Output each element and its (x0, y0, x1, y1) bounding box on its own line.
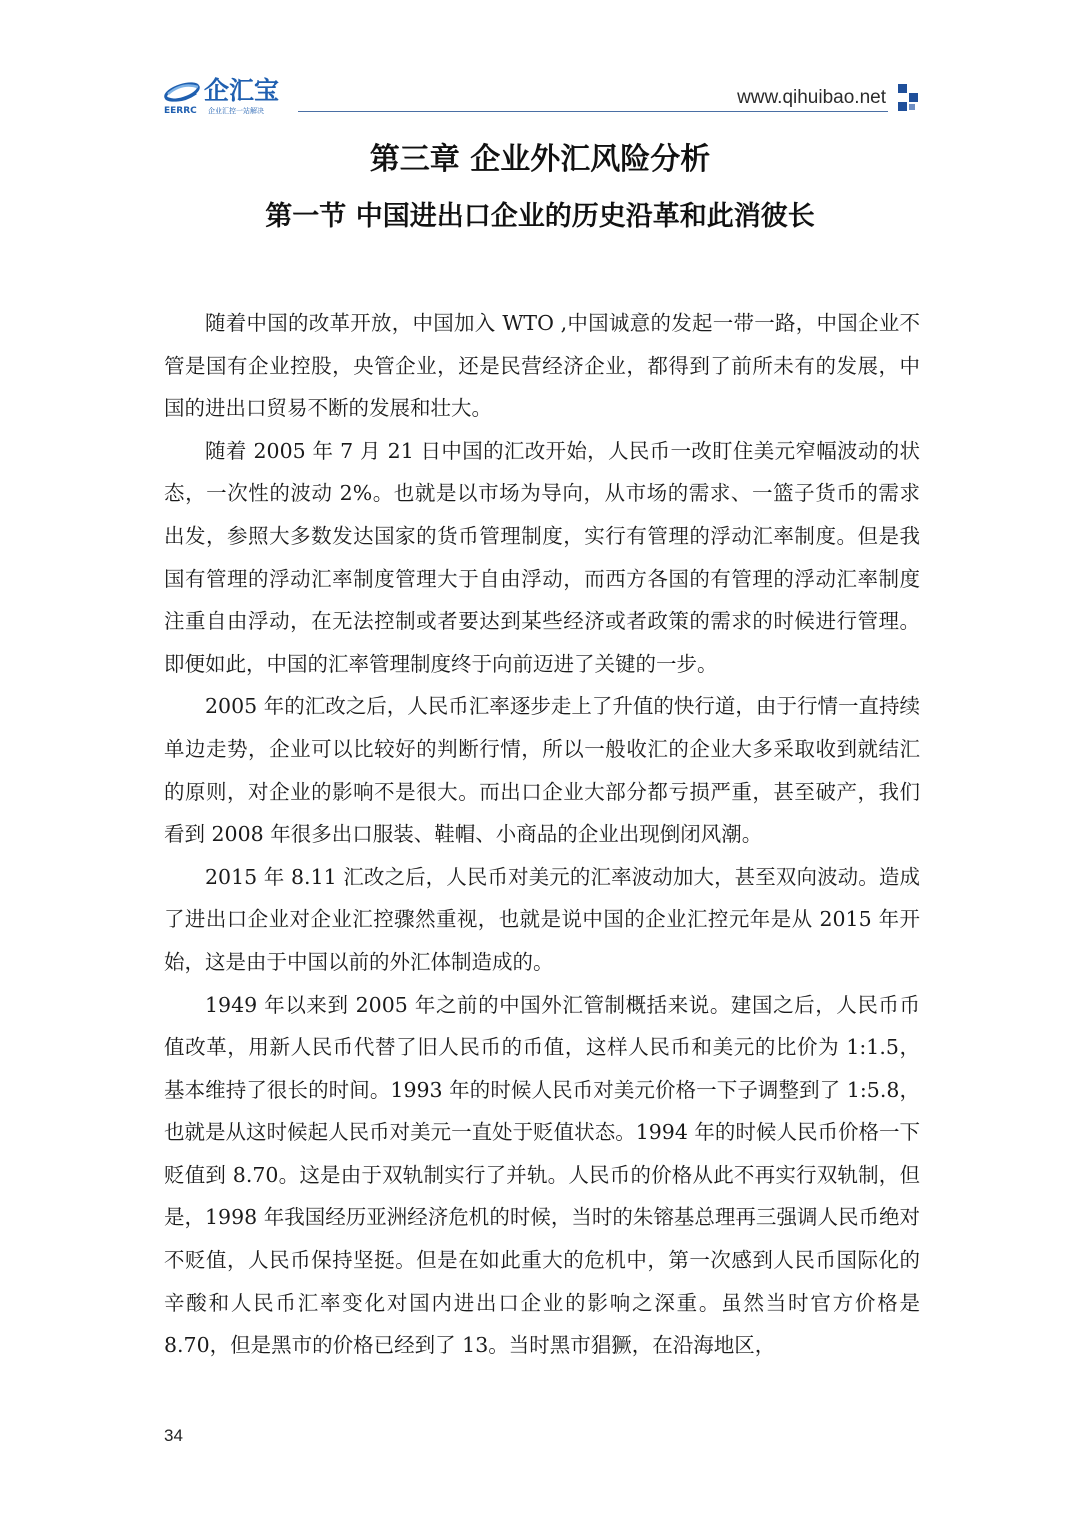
globe-logo-icon (162, 78, 202, 106)
logo-name-cn: 企汇宝 (204, 76, 280, 105)
paragraph: 2015 年 8.11 汇改之后，人民币对美元的汇率波动加大，甚至双向波动。造成了进出口企业对企业汇控骤然重视，也就是说中国的企业汇控元年是从 2015 年开始，这是由于中国以前的外汇体制造成的。 (164, 864, 920, 974)
logo (160, 74, 290, 118)
body-text (164, 302, 920, 1367)
paragraph: 2005 年的汇改之后，人民币汇率逐步走上了升值的快行道，由于行情一直持续单边走势，企业可以比较好的判断行情，所以一般收汇的企业大多采取收到就结汇的原则，对企业的影响不是很大。而出口企业大部分都亏损严重，甚至破产，我们看到 2008 年很多出口服装、鞋帽、小商品的企业出现倒闭风潮。 (164, 694, 920, 847)
paragraph: 随着 2005 年 7 月 21 日中国的汇改开始，人民币一改盯住美元窄幅波动的状态，一次性的波动 2%。也就是以市场为导向，从市场的需求、一篮子货币的需求出发，参照大多数发达国家的货币管理制度，实行有管理的浮动汇率制度。但是我国有管理的浮动汇率制度管理大于自由浮动，而西方各国的有管理的浮动汇率制度注重自由浮动，在无法控制或者要达到某些经济或者政策的需求的时候进行管理。即便如此，中国的汇率管理制度终于向前迈进了关键的一步。 (164, 438, 920, 676)
paragraph: 随着中国的改革开放，中国加入 WTO ,中国诚意的发起一带一路，中国企业不管是国有企业控股，央管企业，还是民营经济企业，都得到了前所未有的发展，中国的进出口贸易不断的发展和壮大。 (164, 311, 920, 421)
paragraph: 1949 年以来到 2005 年之前的中国外汇管制概括来说。建国之后，人民币币值改革，用新人民币代替了旧人民币的币值，这样人民币和美元的比价为 1:1.5，基本维持了很长的时间。1993 年的时候人民币对美元价格一下子调整到了 1:5.8，也就是从这时候起人民币对美元一直处于贬值状态。1994 年的时候人民币价格一下贬值到 8.70。这是由于双轨制实行了并轨。人民币的价格从此不再实行双轨制，但是，1998 年我国经历亚洲经济危机的时候，当时的朱镕基总理再三强调人民币绝对不贬值，人民币保持坚挺。但是在如此重大的危机中，第一次感到人民币国际化的辛酸和人民币汇率变化对国内进出口企业的影响之深重。虽然当时官方价格是 8.70，但是黑市的价格已经到了 13。当时黑市猖獗，在沿海地区， (164, 992, 920, 1358)
section-title: 第一节 中国进出口企业的历史沿革和此消彼长 (265, 201, 815, 232)
page-number: 34 (164, 1426, 183, 1445)
header-divider (298, 111, 888, 112)
site-url: www.qihuibao.net (737, 87, 886, 108)
page-header (160, 74, 920, 124)
logo-tagline: 企业汇控一站解决 (208, 107, 264, 115)
chapter-title: 第三章 企业外汇风险分析 (369, 142, 711, 177)
pixel-squares-icon (898, 84, 920, 114)
logo-name-en: EERRC (164, 106, 197, 116)
